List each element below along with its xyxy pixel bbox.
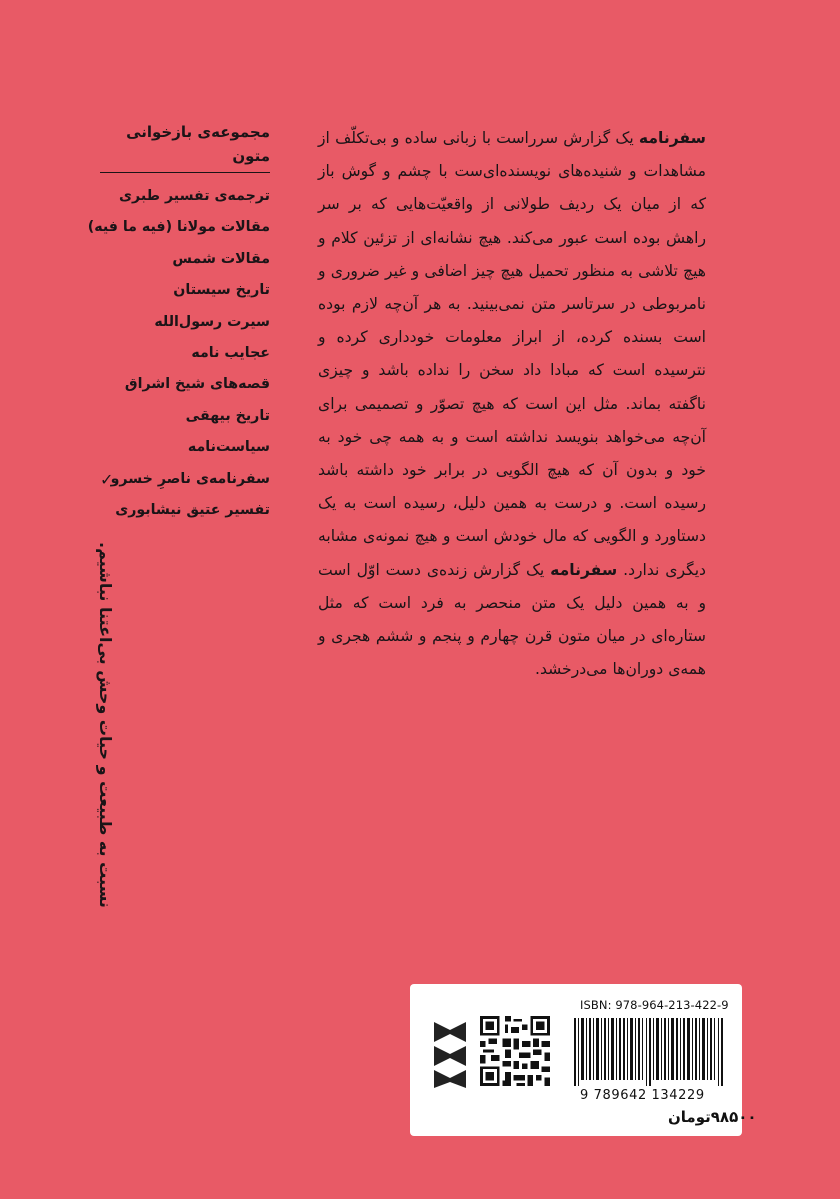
description-part-1: یک گزارش سرراست با زبانی ساده و بی‌تکلّف از مشاهدات و شنیده‌های نویسنده‌ای‌ست با چشم و گوش باز که از میان یک ردیف طولانی از واقعیّت‌هایی که بر سر راهش بوده است عبور می‌کند. هیچ نشانه‌ای از تزئین کلام و هیچ تلاشی به منظور تحمیل هیچ چیز اضافی و غیر ضروری و نامربوطی در سرتاسر متن نمی‌بینید. به هر آن‌چه لازم بوده است بسنده کرده، از ابراز معلومات خودداری کرده و نترسیده است که مبادا داد سخن را نداده باشد و چیزی ناگفته بماند. مثل این است که هیچ تصوّر و تصمیمی برای آن‌چه می‌خواهد بنویسد نداشته است و به همه چی خود به خود و بدون آن که هیچ الگویی در برابر خود داشته باشد رسیده است. و درست به همین دلیل، رسیده است به یک دستاورد و الگویی که مال خودش است و هیچ نمونه‌ی مشابه دیگری ندارد. — [318, 129, 706, 579]
series-item: مقالات شمس — [172, 250, 270, 267]
description-paragraph — [318, 122, 706, 686]
series-list-panel — [87, 120, 270, 526]
series-item: سیرت رسول‌الله — [154, 313, 270, 330]
check-icon: ✓ — [100, 469, 114, 489]
book-title-bold: سفرنامه — [638, 129, 706, 147]
barcode-icon — [570, 1018, 730, 1086]
series-item: تاریخ سیستان — [173, 282, 270, 299]
series-title: مجموعه‌ی بازخوانی متون — [100, 120, 270, 173]
back-cover-description — [318, 122, 706, 686]
description-part-2: یک گزارش زنده‌ی دست اوّل است و به همین دلیل یک متن منحصر به فرد است که مثل ستاره‌ای در میان متون قرن چهارم و پنجم و ششم هجری و همه‌ی دوران‌ها می‌درخشد. — [318, 560, 706, 679]
qr-code-icon — [480, 1016, 550, 1086]
series-item-current-label: سفرنامه‌ی ناصرِ خسرو — [110, 470, 270, 487]
series-item: تاریخ بیهقی — [185, 407, 270, 424]
side-quote: نسبت به طبیعت و حیات وحش بی‌اعتنا نباشیم. — [96, 542, 115, 908]
isbn-label: ISBN: 978-964-213-422-9 — [580, 998, 729, 1012]
series-item: عجایب نامه — [191, 345, 270, 362]
series-item-current — [100, 464, 270, 495]
barcode-digits: 9 789642 134229 — [580, 1088, 705, 1103]
series-item: مقالات مولانا (فیه ما فیه) — [87, 219, 270, 236]
series-item: سیاست‌نامه — [187, 439, 270, 456]
price-label: ۹۸۵۰۰تومان — [668, 1108, 757, 1126]
barcode-box — [410, 984, 757, 1136]
series-item: تفسیر عتیق نیشابوری — [115, 502, 270, 519]
publisher-logo-icon — [432, 1020, 468, 1090]
series-item: ترجمه‌ی تفسیر طبری — [119, 188, 270, 204]
book-title-bold-2: سفرنامه — [550, 560, 618, 579]
series-item: قصه‌های شیخ اشراق — [124, 376, 270, 393]
series-list — [87, 181, 270, 526]
